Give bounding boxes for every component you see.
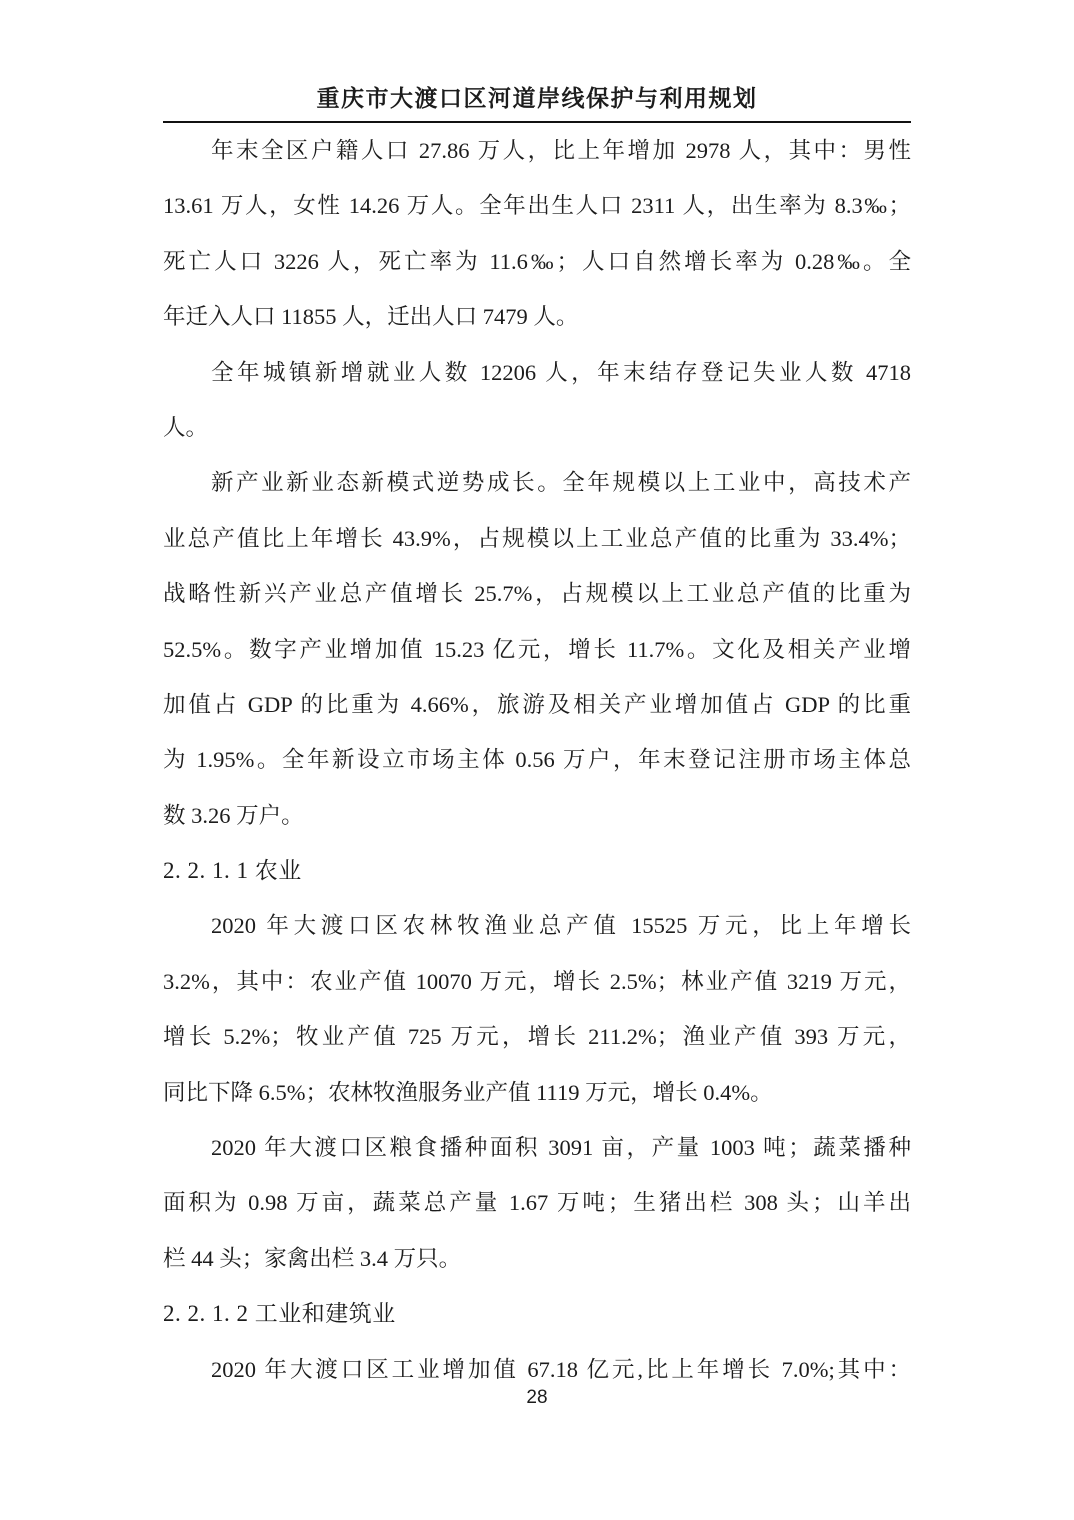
- text-line: 年末全区户籍人口 27.86 万人，比上年增加 2978 人，其中：男性: [211, 138, 911, 163]
- text-line: 全年城镇新增就业人数 12206 人，年末结存登记失业人数 4718: [211, 359, 911, 385]
- text-line: 战略性新兴产业总产值增长 25.7%，占规模以上工业总产值的比重为: [163, 581, 911, 607]
- text-line: 增长 5.2%；牧业产值 725 万元，增长 211.2%；渔业产值 393 万元，: [163, 1024, 911, 1050]
- page-number: 28: [526, 1387, 548, 1408]
- content-column: [163, 84, 911, 1397]
- section-heading: 2. 2. 1. 2 工业和建筑业: [163, 1301, 396, 1327]
- text-line: 死亡人口 3226 人，死亡率为 11.6‰；人口自然增长率为 0.28‰。全: [163, 248, 911, 274]
- text-line: 3.2%，其中：农业产值 10070 万元，增长 2.5%；林业产值 3219 万元，: [163, 968, 911, 994]
- document-body: [163, 123, 911, 1397]
- text-line: 栏 44 头；家禽出栏 3.4 万只。: [163, 1245, 462, 1271]
- text-line: 面积为 0.98 万亩，蔬菜总产量 1.67 万吨；生猪出栏 308 头；山羊出: [163, 1190, 911, 1216]
- section-heading: 2. 2. 1. 1 农业: [163, 858, 302, 884]
- text-line: 同比下降 6.5%；农林牧渔服务业产值 1119 万元，增长 0.4%。: [163, 1079, 773, 1105]
- text-line: 数 3.26 万户。: [163, 802, 304, 828]
- text-line: 2020 年大渡口区农林牧渔业总产值 15525 万元，比上年增长: [211, 913, 911, 939]
- text-line: 人。: [163, 414, 209, 440]
- text-line: 年迁入人口 11855 人，迁出人口 7479 人。: [163, 304, 579, 330]
- text-line: 52.5%。数字产业增加值 15.23 亿元，增长 11.7%。文化及相关产业增: [163, 636, 911, 662]
- text-line: 新产业新业态新模式逆势成长。全年规模以上工业中，高技术产: [211, 470, 911, 496]
- text-line: 为 1.95%。全年新设立市场主体 0.56 万户，年末登记注册市场主体总: [163, 747, 911, 773]
- text-line: 加值占 GDP 的比重为 4.66%，旅游及相关产业增加值占 GDP 的比重: [163, 691, 911, 717]
- text-line: 13.61 万人，女性 14.26 万人。全年出生人口 2311 人，出生率为 8.3‰；: [163, 193, 911, 219]
- text-line: 业总产值比上年增长 43.9%，占规模以上工业总产值的比重为 33.4%；: [163, 525, 911, 551]
- text-line: 2020 年大渡口区粮食播种面积 3091 亩，产量 1003 吨；蔬菜播种: [211, 1135, 911, 1161]
- text-line: 2020 年大渡口区工业增加值 67.18 亿元,比上年增长 7.0%;其中：: [211, 1356, 911, 1382]
- page-header-title: 重庆市大渡口区河道岸线保护与利用规划: [163, 84, 911, 123]
